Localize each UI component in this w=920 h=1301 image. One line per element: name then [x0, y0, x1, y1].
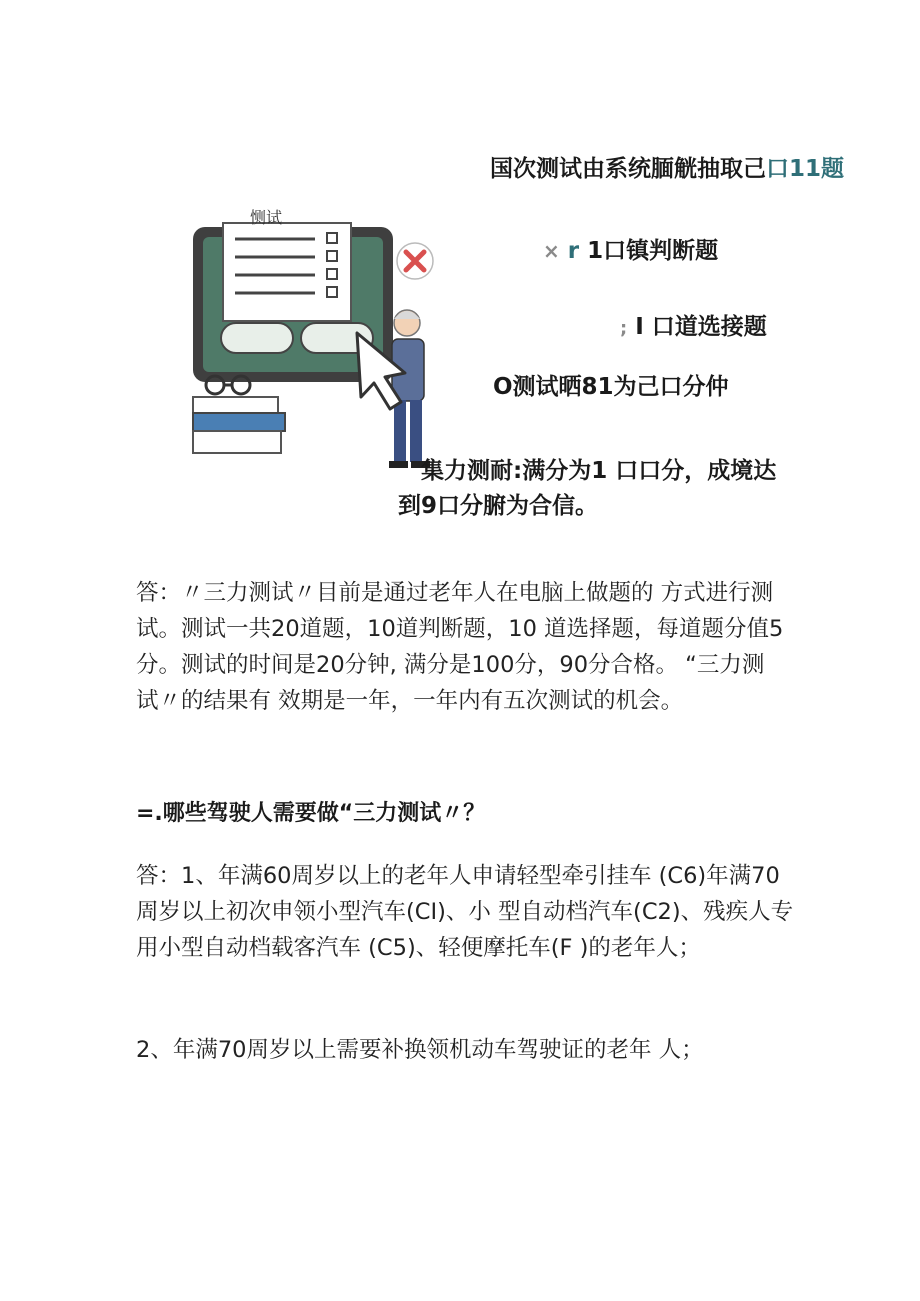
info-line-score: 集力测耐:满分为1 口口分，成境达 — [421, 458, 777, 484]
p1-line: 分。测试的时间是20分钟, 满分是100分，90分合格。 “三力测 — [136, 652, 765, 678]
book-top — [193, 397, 278, 413]
line2-text: I 口道选接题 — [635, 314, 767, 340]
test-illustration — [185, 195, 445, 475]
person-leg-left — [394, 400, 406, 462]
p2-line: 答：1、年满60周岁以上的老年人申请轻型牵引挂车 (C6)年满70 — [136, 863, 780, 889]
semicolon-mark: ; — [620, 318, 628, 339]
answer-pill-left — [221, 323, 293, 353]
title-accent: 口11题 — [766, 156, 845, 182]
title-main: 国次测试由系统腼觥抽取己 — [490, 156, 766, 182]
info-line-choice — [620, 308, 767, 341]
book-middle — [193, 413, 285, 431]
answer-paragraph-2 — [136, 858, 866, 966]
section-heading: =.哪些驾驶人需要做“三力测试〃？ — [136, 801, 486, 826]
info-line-pass: 到9口分腑为合信。 — [398, 493, 599, 519]
answer-paragraph-3: 2、年满70周岁以上需要补换领机动车驾驶证的老年 人； — [136, 1037, 704, 1063]
p1-line: 试。测试一共20道题，10道判断题，10 道选择题，每道题分值5 — [136, 616, 784, 642]
info-line-judgment — [543, 232, 718, 265]
p1-line: 试〃的结果有 效期是一年，一年内有五次测试的机会。 — [136, 688, 684, 714]
answer-paragraph-1 — [136, 575, 866, 719]
infographic-title — [490, 150, 844, 183]
book-bottom — [193, 431, 281, 453]
p2-line: 周岁以上初次申领小型汽车(CI)、小 型自动档汽车(C2)、残疾人专 — [136, 899, 794, 925]
line1-text: 1口镇判断题 — [587, 238, 719, 264]
info-line-time: O测试晒81为己口分仲 — [493, 374, 729, 400]
p2-line: 用小型自动档载客汽车 (C5)、轻便摩托车(F )的老年人； — [136, 935, 701, 961]
p1-line: 答：〃三力测试〃目前是通过老年人在电脑上做题的 方式进行测 — [136, 580, 774, 606]
x-mark-icon: × — [543, 239, 560, 263]
illustration-label: 恻试 — [250, 208, 283, 227]
r-mark: r — [567, 238, 580, 264]
